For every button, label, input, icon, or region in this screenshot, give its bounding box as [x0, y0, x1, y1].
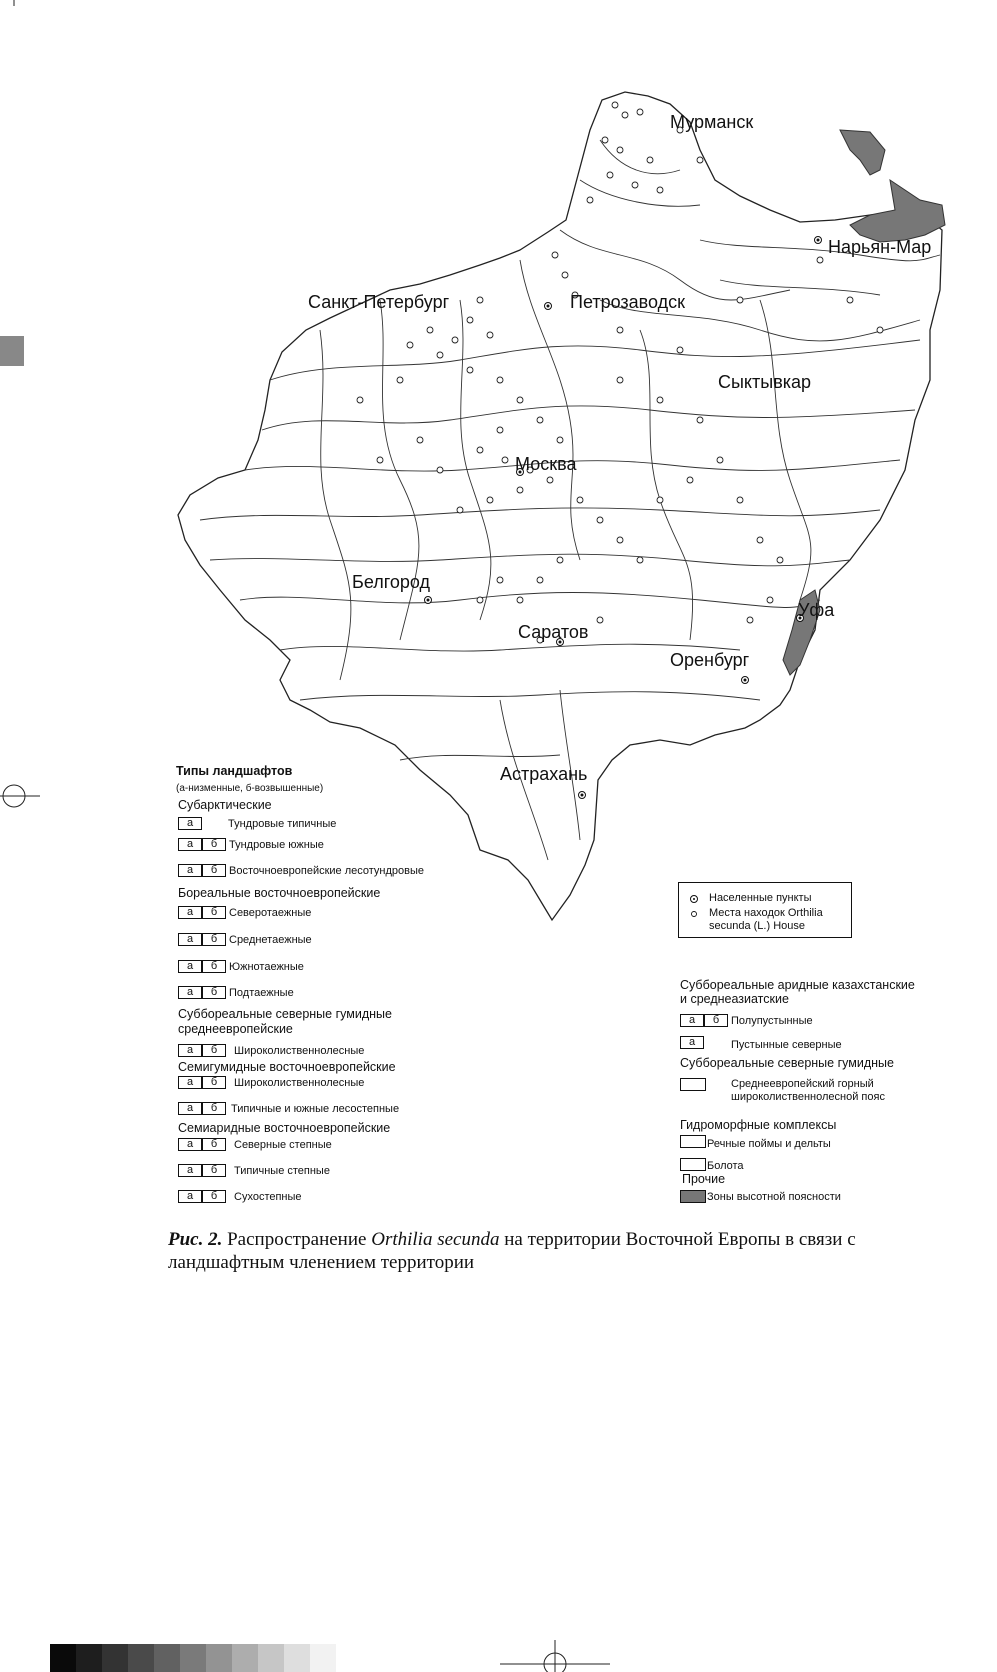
- legend-item-south-taiga: Южнотаежные: [229, 961, 304, 973]
- settlement-orenburg: [742, 677, 749, 684]
- legend-box-b: б: [202, 1138, 226, 1151]
- legend-heading-hydromorphic: Гидроморфные комплексы: [680, 1118, 837, 1132]
- legend-box-a: а: [178, 1164, 202, 1177]
- gray-patch: [102, 1644, 128, 1672]
- legend-item-north-taiga: Северотаежные: [229, 907, 312, 919]
- figure-caption: [168, 1228, 948, 1274]
- legend-heading-other: Прочие: [682, 1172, 726, 1186]
- settlement-belgorod: [425, 597, 432, 604]
- legend-item-forest-tundra: Восточноевропейские лесотундровые: [229, 865, 425, 877]
- gray-patch: [76, 1644, 102, 1672]
- gray-patch: [206, 1644, 232, 1672]
- city-label-saratov: Саратов: [518, 622, 589, 642]
- gray-patch: [154, 1644, 180, 1672]
- gray-patch: [50, 1644, 76, 1672]
- city-label-moscow: Москва: [515, 454, 577, 474]
- city-label-astrakhan: Астрахань: [500, 764, 588, 784]
- legend-item-middle-taiga: Среднетаежные: [229, 934, 312, 946]
- city-label-orenburg: Оренбург: [670, 650, 750, 670]
- legend-box-bogs: [680, 1158, 706, 1171]
- legend-heading-subboreal-arid-2: и среднеазиатские: [680, 992, 789, 1006]
- legend-box-b: б: [202, 1190, 226, 1203]
- gray-patch: [180, 1644, 206, 1672]
- gray-patch: [128, 1644, 154, 1672]
- legend-box-a: а: [680, 1014, 704, 1027]
- legend-box-a: а: [178, 1138, 202, 1151]
- city-label-syktyvkar: Сыктывкар: [718, 372, 812, 392]
- points-legend: [678, 882, 852, 938]
- legend-box-mountain: [680, 1078, 706, 1091]
- legend-item-forest-steppe: Типичные и южные лесостепные: [231, 1103, 400, 1115]
- legend-item-dry-steppe: Сухостепные: [234, 1191, 302, 1203]
- settlement-petrozavodsk: [545, 303, 552, 310]
- figure-caption-text-1: Распространение: [222, 1229, 372, 1250]
- city-label-naryan-mar: Нарьян-Мар: [828, 237, 932, 257]
- legend-box-b: б: [202, 906, 226, 919]
- city-label-ufa: Уфа: [798, 600, 835, 620]
- legend-box-a: а: [178, 906, 202, 919]
- legend-box-a: а: [178, 838, 202, 851]
- legend-item-desert-north: Пустынные северные: [731, 1039, 842, 1051]
- legend-box-a: а: [178, 933, 202, 946]
- legend-box-a: а: [178, 864, 202, 877]
- legend-item-semidesert: Полупустынные: [731, 1015, 813, 1027]
- legend-box-b: б: [202, 1102, 226, 1115]
- points-legend-finds-1: Места находок Orthilia: [709, 907, 823, 919]
- legend-heading-boreal: Бореальные восточноевропейские: [178, 886, 381, 900]
- legend-heading-subboreal-humid-2: среднеевропейские: [178, 1022, 293, 1036]
- legend-item-tundra-southern: Тундровые южные: [229, 839, 324, 851]
- legend-box-altitude: [680, 1190, 706, 1203]
- legend-title: Типы ландшафтов: [176, 764, 293, 778]
- legend-box-a: а: [178, 986, 202, 999]
- legend-subtitle: (а-низменные, б-возвышенные): [176, 783, 324, 794]
- gray-patch: [232, 1644, 258, 1672]
- legend-box-b: б: [202, 986, 226, 999]
- territory: [178, 92, 942, 920]
- legend-box-b: б: [704, 1014, 728, 1027]
- legend-box-b: б: [202, 864, 226, 877]
- legend-item-bogs: Болота: [707, 1160, 744, 1172]
- gray-patch: [284, 1644, 310, 1672]
- points-legend-finds-2: secunda (L.) House: [709, 920, 805, 932]
- settlement-naryan-mar: [815, 237, 822, 244]
- figure-caption-label: Рис. 2.: [168, 1229, 223, 1250]
- legend-heading-subarctic: Субарктические: [178, 798, 272, 812]
- legend-heading-semiarid: Семиаридные восточноевропейские: [178, 1121, 391, 1135]
- figure-caption-species: Orthilia secunda: [371, 1229, 500, 1250]
- legend-box-b: б: [202, 960, 226, 973]
- legend-box-b: б: [202, 1076, 226, 1089]
- legend-item-floodplains: Речные поймы и дельты: [707, 1138, 831, 1150]
- legend-box-a: а: [178, 1076, 202, 1089]
- points-legend-settlements: Населенные пункты: [709, 892, 812, 904]
- legend-item-typical-steppe: Типичные степные: [234, 1165, 330, 1177]
- legend-box-a: а: [680, 1036, 704, 1049]
- print-gray-scale: [50, 1644, 336, 1672]
- legend-heading-subboreal-arid-1: Суббореальные аридные казахстанские: [680, 978, 915, 992]
- legend-item-tundra-typical: Тундровые типичные: [228, 818, 337, 830]
- gray-patch: [310, 1644, 336, 1672]
- settlement-astrakhan: [579, 792, 586, 799]
- legend-heading-subboreal-humid-1: Суббореальные северные гумидные: [178, 1007, 392, 1021]
- legend-box-b: б: [202, 838, 226, 851]
- legend-box-a: а: [178, 960, 202, 973]
- legend-box-b: б: [202, 1164, 226, 1177]
- city-label-belgorod: Белгород: [352, 572, 431, 592]
- legend-box-floodplains: [680, 1135, 706, 1148]
- legend-box-b: б: [202, 1044, 226, 1057]
- find-symbol-icon: [689, 909, 699, 919]
- legend-box-a: а: [178, 1102, 202, 1115]
- legend-item-north-steppe: Северные степные: [234, 1139, 332, 1151]
- city-label-murmansk: Мурманск: [670, 112, 754, 132]
- city-label-petrozavodsk: Петрозаводск: [570, 292, 686, 312]
- legend-item-broadleaf-2: Широколиственнолесные: [234, 1077, 365, 1089]
- legend-box-a: а: [178, 1044, 202, 1057]
- gray-patch: [258, 1644, 284, 1672]
- legend-box-b: б: [202, 933, 226, 946]
- legend-heading-subboreal-north-humid: Суббореальные северные гумидные: [680, 1056, 894, 1070]
- legend-item-broadleaf-1: Широколиственнолесные: [234, 1045, 365, 1057]
- settlement-symbol-icon: [689, 894, 699, 904]
- figure-caption-text-2: на территории Восточной Европы в связи с ландшафтным членением территории: [168, 1229, 856, 1273]
- legend-box-a: а: [178, 1190, 202, 1203]
- legend-item-altitude: Зоны высотной поясности: [707, 1191, 841, 1203]
- legend-item-mountain-2: широколиственнолесной пояс: [731, 1091, 885, 1103]
- legend-heading-semihumid: Семигумидные восточноевропейские: [178, 1060, 396, 1074]
- legend-item-mountain-1: Среднеевропейский горный: [731, 1078, 874, 1090]
- city-label-saint-petersburg: Санкт-Петербург: [308, 292, 450, 312]
- legend-box-a: а: [178, 817, 202, 830]
- legend-item-subtaiga: Подтаежные: [229, 987, 294, 999]
